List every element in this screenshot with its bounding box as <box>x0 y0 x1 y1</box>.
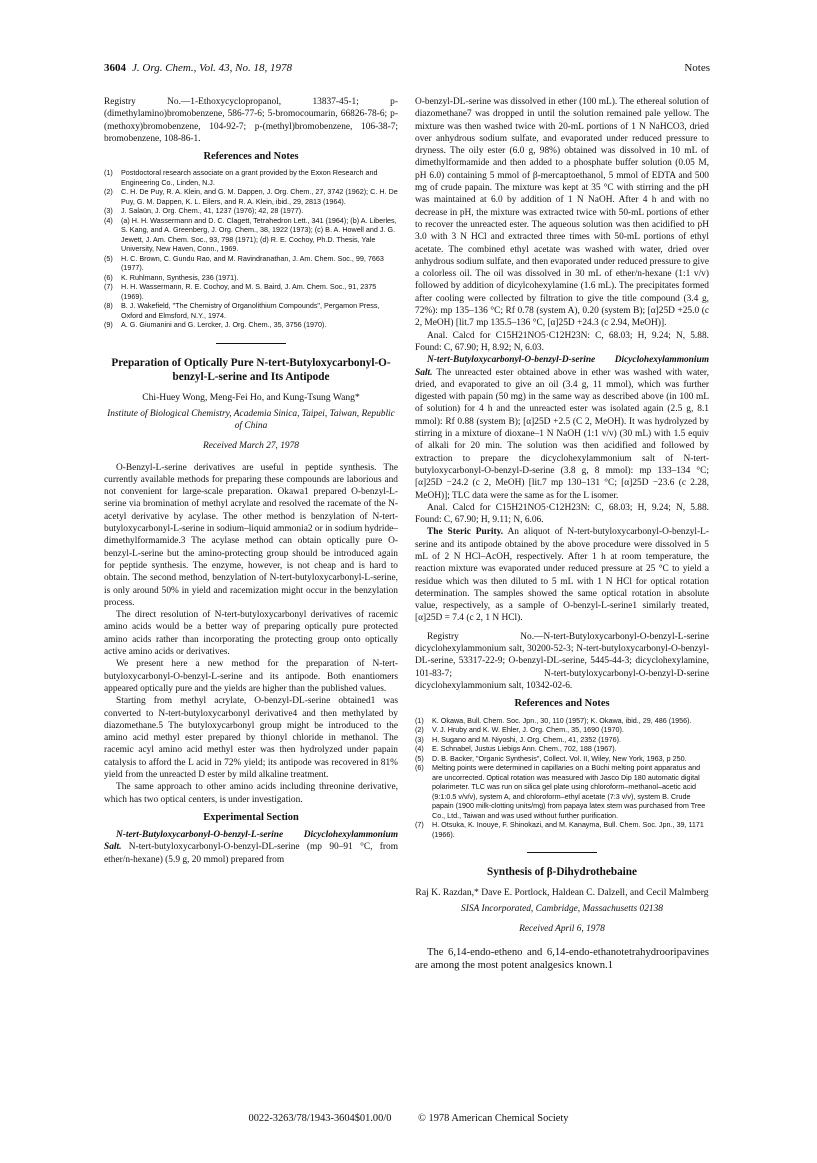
reference-item <box>104 320 398 330</box>
body-paragraph: We present here a new method for the preparation of N-tert-butyloxycarbonyl-O-benzyl-L-serine and its antipode. Both enantiomers appeared optically pure and the yields are higher than the published values. <box>104 659 398 694</box>
experimental-continued: O-benzyl-DL-serine was dissolved in ether (100 mL). The ethereal solution of diazomethane7 was dropped in until the solution remained pale yellow. The mixture was then washed twice with 20-mL portions of 1 N NaHCO3, dried over anhydrous sodium sulfate, and evaporated under reduced pressure to dryness. The oily ester (6.0 g, 98%) obtained was dissolved in 10 mL of dimethylformamide and then added to a phosphate buffer solution (0.05 M, pH 6.0) containing 5 mmol of β-mercaptoethanol, 5 mmol of EDTA and 500 mg of crude papain. The mixture was kept at 35 °C with stirring and the pH was maintained at 6.0 by addition of 1 N NaOH. After 4 h and with no decrease in pH, the mixture was extracted twice with 50-mL portions of ether to recover the unreacted ester. The aqueous solution was then acidified to pH 3.0 with 3 N HCl and extracted three times with 50-mL portions of ethyl acetate. The combined ethyl acetate was washed with water, dried over anhydrous sodium sulfate, and then evaporated under reduced pressure to give a colorless oil. The oil was dissolved in 30 mL of ether/n-hexane (1:1 v/v) followed by addition of dicylcohexylamine (1.6 mL). The precipitates formed after cooling were collected by filtration to give the title compound (3.4 g, 72%): mp 135–136 °C; Rf 0.78 (system A), 0.20 (system B); [α]25D +25.0 (c 2, MeOH) [lit.7 mp 135.5–136 °C, [α]25D +24.3 (c 2.94, MeOH)]. <box>415 97 709 329</box>
reference-number: (1) <box>104 168 113 178</box>
reference-text: C. H. De Puy, R. A. Klein, and G. M. Dappen, J. Org. Chem., 27, 3742 (1962); C. H. De Puy, G. M. Dappen, K. L. Eilers, and R. A. Klein, ibid., 29, 2813 (1964). <box>121 187 398 206</box>
reference-text: H. H. Wassermann, R. E. Cochoy, and M. S. Baird, J. Am. Chem. Soc., 91, 2375 (1969). <box>121 282 377 301</box>
reference-item <box>415 754 709 764</box>
article-divider <box>527 852 597 853</box>
reference-text: Melting points were determined in capillaries on a Büchi melting point apparatus and are uncorrected. Optical rotation was measured with Jasco Dip 180 automatic digital polarimeter. TLC was run on silica gel plate using chloroform–methanol–acetic acid (9:1:0.5 v/v/v), system A, and chloroform–ethyl acetate (7:3 v/v), system B. Crude papain (1900 milk-clotting units/mg) from papaya latex stem was purchased from Tree Co., Ltd., Taiwan and was used without further purification. <box>432 763 706 820</box>
reference-number: (2) <box>104 187 113 197</box>
reference-text: K. Okawa, Bull. Chem. Soc. Jpn., 30, 110 (1957); K. Okawa, ibid., 29, 486 (1956). <box>432 715 692 725</box>
d-isomer-paragraph <box>415 354 709 502</box>
d-isomer-heading: N-tert-Butyloxycarbonyl-O-benzyl-D-serine Dicyclohexylammonium Salt. <box>415 355 709 378</box>
reference-text: A. G. Giumanini and G. Lercker, J. Org. Chem., 35, 3756 (1970). <box>121 320 327 330</box>
reference-item <box>415 716 709 726</box>
body-paragraph: The direct resolution of N-tert-butyloxycarbonyl derivatives of racemic amino acids would be a better way of preparing optically pure protected amino acids rather than incorporating the protecting group onto optically active amino acids or derivatives. <box>104 610 398 658</box>
reference-number: (1) <box>415 715 424 725</box>
page-footer <box>0 1113 817 1124</box>
next-article-authors: Raj K. Razdan,* Dave E. Portlock, Haldean C. Dalzell, and Cecil Malmberg <box>415 887 709 899</box>
reference-number: (4) <box>104 215 113 225</box>
experimental-paragraph <box>104 829 398 866</box>
steric-purity-text: An aliquot of N-tert-butyloxycarbonyl-O-benzyl-L-serine and its antipode obtained by the above procedure were dissolved in 5 mL of 2 N HCl–AcOH, respectively. After 1 h at room temperature, the reaction mixture was evaporated under reduced pressure at 25 °C to yield a residue which was then diluted to 5 mL with 1 N HCl for optical rotation determination. The samples showed the same optical rotation in absolute value, respectively, as a sample of O-benzyl-L-serine1 similarly treated, [α]25D = 7.4 (c 2, 1 N HCl). <box>415 527 709 624</box>
reference-number: (3) <box>104 206 113 216</box>
reference-text: D. B. Backer, "Organic Synthesis", Collect. Vol. II, Wiley, New York, 1963, p 250. <box>432 753 687 763</box>
section-label: Notes <box>684 62 710 74</box>
reference-text: (a) H. H. Wassermann and D. C. Clagett, Tetrahedron Lett., 341 (1964); (b) A. Liberles, S. Kang, and A. Greenberg, J. Org. Chem., 38, 1922 (1973); (c) B. A. Howell and J. G. Jewett, J. Am. Chem. Soc., 93, 798 (1971); (d) R. E. Cochoy, Ph.D. Thesis, Yale University, New Haven, Conn., 1969. <box>121 215 397 254</box>
reference-number: (8) <box>104 301 113 311</box>
steric-purity-heading: The Steric Purity. <box>427 527 504 538</box>
reference-number: (7) <box>415 820 424 830</box>
reference-text: H. C. Brown, C. Gundu Rao, and M. Ravindranathan, J. Am. Chem. Soc., 99, 7663 (1977). <box>121 253 384 273</box>
reference-number: (9) <box>104 320 113 330</box>
next-received-date: Received April 6, 1978 <box>519 924 605 935</box>
reference-item <box>104 187 398 206</box>
reference-text: H. Otsuka, K. Inouye, F. Shinokazi, and M. Kanayma, Bull. Chem. Soc. Jpn., 39, 1171 (1966). <box>432 820 704 839</box>
reference-item <box>104 273 398 283</box>
experimental-text: N-tert-butyloxycarbonyl-O-benzyl-DL-serine (mp 90–91 °C, from ether/n-hexane) (5.9 g, 20 mmol) prepared from <box>104 842 398 865</box>
reference-item <box>104 206 398 216</box>
reference-item <box>104 216 398 254</box>
reference-text: H. Sugano and M. Niyoshi, J. Org. Chem., 41, 2352 (1976). <box>432 734 621 744</box>
next-article-intro: The 6,14-endo-etheno and 6,14-endo-ethanotetrahydrooripavines are among the most potent analgesics known.1 <box>415 946 709 972</box>
reference-text: J. Salaün, J. Org. Chem., 41, 1237 (1976); 42, 28 (1977). <box>121 206 304 216</box>
reference-number: (2) <box>415 725 424 735</box>
body-paragraph: Starting from methyl acrylate, O-benzyl-DL-serine obtained1 was converted to N-tert-butyloxycarbonyl derivative4 and then methylated by diazomethane.5 The butyloxycarbonyl group might be introduced to the amino acid methyl ester prepared by thionyl chloride in methanol. The racemic acyl amino acid methyl ester was then hydrolyzed under papain catalysis to afford the L acid in 72% yield; its antipode was recovered in 81% yield from the unreacted D ester by mild alkaline treatment. <box>104 696 398 780</box>
d-isomer-text: The unreacted ester obtained above in ether was washed with water, dried, and evaporated to give an oil (3.4 g, 11 mmol), which was further digested with papain (50 mg) in the same way as described above (in 100 mL of solution) for 4 h and the unreacted ester was isolated again (2.5 g, 8.1 mmol): Rf 0.88 (system B); [α]25D +2.5 (C 2, MeOH). It was hydrolyzed by stirring in a mixture of dioxane–1 N NaOH (1:1 v/v) (30 mL) with 1.5 equiv of alkali for 20 min. The solution was then acidified and followed by extraction to prepare the dicyclohexylammonium salt of N-tert-butyloxycarbonyl-O-benzyl-D-serine (3.8 g, 8 mmol): mp 133–134 °C; [α]25D −24.2 (c 2, MeOH) [lit.7 mp 130–131 °C; [α]25D −23.6 (c 2.28, MeOH)]; TLC data were the same as for the L isomer. <box>415 367 709 501</box>
reference-number: (5) <box>104 253 113 263</box>
article-divider <box>216 343 286 344</box>
reference-item <box>104 254 398 273</box>
reference-number: (7) <box>104 282 113 292</box>
received-date: Received March 27, 1978 <box>203 441 299 452</box>
analysis-d-isomer: Anal. Calcd for C15H21NO5·C12H23N: C, 68.03; H, 9.24; N, 5.88. Found: C, 67.90; H, 9.11; N, 6.06. <box>415 502 709 526</box>
article-authors: Chi-Huey Wong, Meng-Fei Ho, and Kung-Tsung Wang* <box>142 391 360 403</box>
journal-citation: J. Org. Chem., Vol. 43, No. 18, 1978 <box>132 62 293 74</box>
reference-text: V. J. Hruby and K. W. Ehler, J. Org. Chem., 35, 1690 (1970). <box>432 725 624 735</box>
reference-item <box>415 725 709 735</box>
reference-item <box>415 735 709 745</box>
reference-text: Postdoctoral research associate on a grant provided by the Exxon Research and Engineering Co., Linden, N.J. <box>121 168 378 187</box>
page-number: 3604 <box>104 62 126 74</box>
reference-number: (3) <box>415 734 424 744</box>
reference-text: E. Schnabel, Justus Liebigs Ann. Chem., 702, 188 (1967). <box>432 744 617 754</box>
reference-item <box>104 301 398 320</box>
references-list-previous <box>104 168 398 330</box>
header-left <box>104 62 292 74</box>
reference-text: K. Ruhlmann, Synthesis, 236 (1971). <box>121 272 239 282</box>
reference-item <box>415 744 709 754</box>
body-paragraph: The same approach to other amino acids including threonine derivative, which has two optical centers, is under investigation. <box>104 782 398 805</box>
steric-purity-paragraph <box>415 526 709 624</box>
footer-copyright: © 1978 American Chemical Society <box>418 1113 569 1124</box>
next-article-title: Synthesis of β-Dihydrothebaine <box>487 866 637 879</box>
reference-item <box>104 282 398 301</box>
registry-previous: Registry No.—1-Ethoxycyclopropanol, 13837-45-1; p-(dimethylamino)bromobenzene, 586-77-6; 5-bromocoumarin, 66826-78-6; p-(methoxy)bromobenzene, 104-92-7; p-(methyl)bromobenzene, 106-38-7; bromobenzene, 108-86-1. <box>104 97 398 144</box>
references-heading-previous: References and Notes <box>203 151 299 163</box>
body-paragraph: O-Benzyl-L-serine derivatives are useful in peptide synthesis. The currently available methods for preparing these compounds are laborious and not convenient for large-scale preparation. Okawa1 prepared O-benzyl-L-serine via bromination of methyl acrylate and resolved the racemate of the N-acetyl derivative by acylase. The other method is benzylation of N-tert-butyloxycarbonyl-L-serine in sodium–liquid ammonia2 or in sodium hydride–dimethylformamide.3 The acylase method can obtain optically pure O-benzyl-L-serine but the amino-protecting group should be introduced again for peptide synthesis. The enzyme, however, is not cheap and is hard to obtain. The second method, benzylation of N-tert-butyloxycarbonyl-L-serine, is only around 50% in yield and racemization might occur in the benzylation process. <box>104 462 398 608</box>
running-header <box>104 62 710 78</box>
article-title: Preparation of Optically Pure N-tert-Butyloxycarbonyl-O-benzyl-L-serine and Its Antipode <box>111 356 391 383</box>
footer-code: 0022-3263/78/1943-3604$01.00/0 <box>248 1113 392 1124</box>
reference-number: (4) <box>415 744 424 754</box>
reference-item <box>104 168 398 187</box>
article-affiliation: Institute of Biological Chemistry, Academia Sinica, Taipei, Taiwan, Republic of China <box>107 409 395 432</box>
reference-text: B. J. Wakefield, "The Chemistry of Organolithium Compounds", Pergamon Press, Oxford and Elmsford, N.Y., 1974. <box>121 301 380 320</box>
reference-number: (6) <box>415 763 424 773</box>
registry-numbers: Registry No.—N-tert-Butyloxycarbonyl-O-benzyl-L-serine dicyclohexylammonium salt, 30200-52-3; N-tert-butyloxycarbonyl-O-benzyl-DL-serine, 53317-22-9; O-benzyl-DL-serine, 5445-44-3; dicyclohexylamine, 101-83-7; N-tert-butyloxycarbonyl-O-benzyl-D-serine dicyclohexylammonium salt, 10342-02-6. <box>415 631 709 691</box>
analysis-l-isomer: Anal. Calcd for C15H21NO5·C12H23N: C, 68.03; H, 9.24; N, 5.88. Found: C, 67.90; H, 8.92; N, 6.03. <box>415 330 709 353</box>
next-article-affiliation: SISA Incorporated, Cambridge, Massachusetts 02138 <box>461 904 663 915</box>
experimental-heading: Experimental Section <box>203 811 299 823</box>
reference-number: (5) <box>415 753 424 763</box>
compound-heading: N-tert-Butyloxycarbonyl-O-benzyl-L-serine Dicyclohexylammonium Salt. <box>104 830 398 853</box>
left-column <box>104 96 398 866</box>
references-list <box>415 716 709 840</box>
reference-item <box>415 763 709 820</box>
right-column <box>415 96 709 973</box>
reference-number: (6) <box>104 272 113 282</box>
references-heading: References and Notes <box>514 698 610 710</box>
reference-item <box>415 820 709 839</box>
